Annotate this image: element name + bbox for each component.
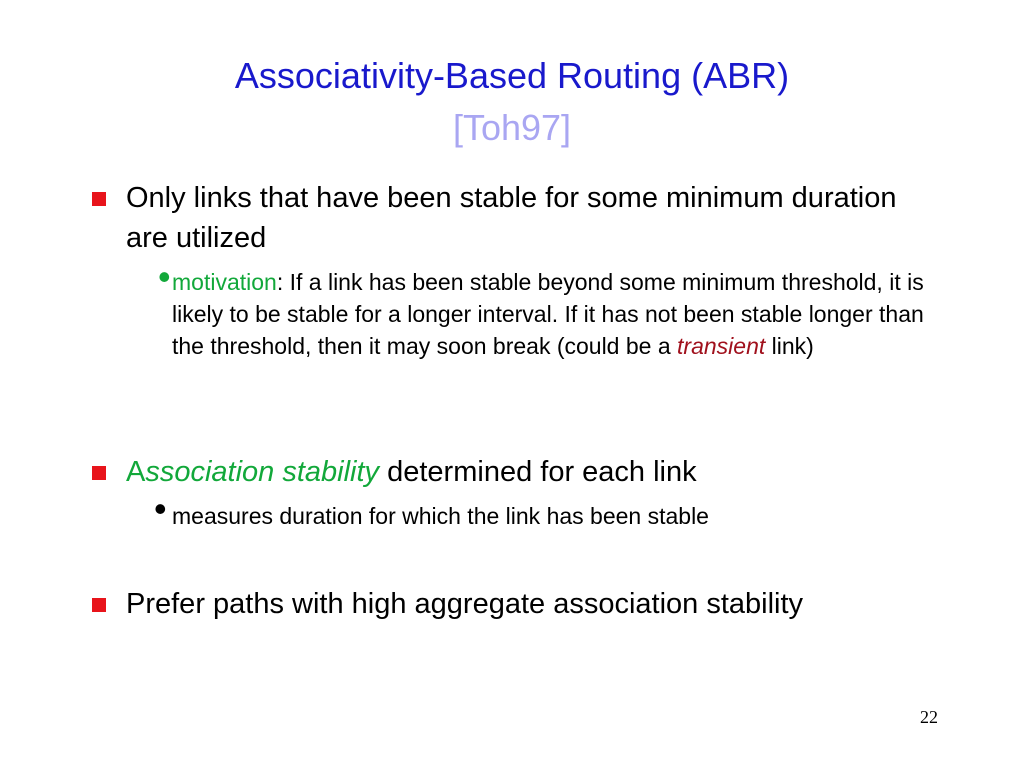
slide-title-reference: [Toh97] [452,107,572,148]
bullet-square-icon [92,598,106,612]
bullet-square-icon [92,192,106,206]
sub-bullet-dot-icon: • [154,488,167,529]
bullet-2-rest: determined for each link [379,456,697,488]
bullet-1-sub-text [172,266,962,362]
bullet-2-sub-text: measures duration for which the link has been stable [172,503,709,529]
slide-title: Associativity-Based Routing (ABR) [234,55,790,96]
motivation-text-end: link) [765,333,814,359]
sub-bullet-dot-icon: • [158,256,171,297]
bullet-2-text [126,452,946,492]
association-stability-emphasis: ssociation stability [145,456,380,488]
bullet-3-text: Prefer paths with high aggregate association stability [126,588,804,620]
bullet-1-text: Only links that have been stable for some minimum duration are utilized [126,182,897,254]
association-prefix: A [126,456,146,488]
motivation-text: : If a link has been stable beyond some minimum threshold, it is likely to be stable for a longer interval. If it has not been stable longer than the threshold, then it may soon break (could be a [172,269,924,359]
page-number: 22 [920,707,938,727]
transient-emphasis: transient [677,333,766,359]
bullet-square-icon [92,466,106,480]
motivation-label: motivation [172,269,277,295]
